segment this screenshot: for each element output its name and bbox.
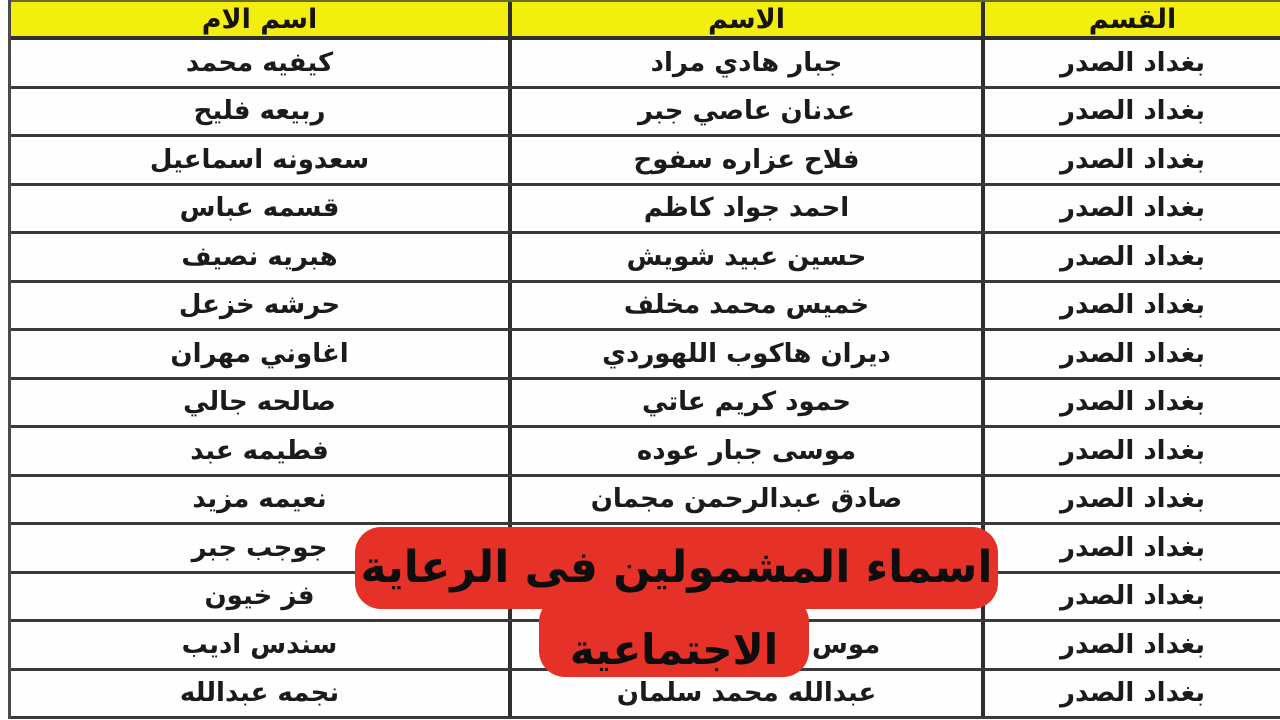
cell-mother-name: كيفيه محمد [185,47,334,78]
cell-person-name: جبار هادي مراد [508,40,985,86]
header-cell-department: القسم [1088,3,1177,35]
table-row [11,331,1280,380]
cell-department: بغداد الصدر [1059,387,1206,418]
cell-department: بغداد الصدر [1059,47,1206,78]
cell-person-name: حمود كريم عاتي [508,380,985,426]
table-row [11,89,1280,138]
cell-person-name: صادق عبدالرحمن مجمان [508,477,985,523]
header-cell-mother-name: اسم الام [201,3,318,35]
cell-department: بغداد الصدر [1059,581,1206,612]
table-row [11,283,1280,332]
cell-mother-name: هبريه نصيف [181,241,338,272]
cell-department: بغداد الصدر [1059,241,1206,272]
cell-person-name: خميس محمد مخلف [508,283,985,329]
cell-mother-name: نعيمه مزيد [192,484,327,515]
cell-person-name: احمد جواد كاظم [508,186,985,232]
cell-department: بغداد الصدر [1059,290,1206,321]
cell-department: بغداد الصدر [1059,532,1206,563]
cell-person-name: موس [508,622,985,668]
cell-department: بغداد الصدر [1059,193,1206,224]
cell-person-name: حسين عبيد شويش [508,234,985,280]
table-row [11,137,1280,186]
overlay-title-line2: الاجتماعية [569,625,779,674]
cell-department: بغداد الصدر [1059,435,1206,466]
cell-person-name: ديران هاكوب اللهوردي [508,331,985,377]
table-row [11,428,1280,477]
cell-mother-name: حرشه خزعل [178,290,341,321]
cell-mother-name: قسمه عباس [179,193,340,224]
cell-mother-name: اغاوني مهران [170,338,349,369]
table-row [11,477,1280,526]
table-row [11,234,1280,283]
overlay-title-line1: اسماء المشمولين فى الرعاية [360,542,993,593]
cell-mother-name: جوجب جبر [191,532,328,563]
cell-mother-name: سندس اديب [181,629,338,660]
cell-department: بغداد الصدر [1059,678,1206,709]
cell-department: بغداد الصدر [1059,338,1206,369]
table-row [11,671,1280,720]
cell-mother-name: فز خيون [204,581,315,612]
cell-department: بغداد الصدر [1059,484,1206,515]
cell-person-name: عبدالله محمد سلمان [508,671,985,717]
cell-person-name: موسى جبار عوده [508,428,985,474]
table-row [11,380,1280,429]
cell-mother-name: نجمه عبدالله [179,678,340,709]
cell-person-name: فلاح عزاره سفوح [508,137,985,183]
table-header-row [11,0,1280,40]
cell-department: بغداد الصدر [1059,629,1206,660]
cell-department: بغداد الصدر [1059,144,1206,175]
cell-mother-name: صالحه جالي [183,387,336,418]
table-row [11,186,1280,235]
cell-person-name: عدنان عاصي جبر [508,89,985,135]
overlay-banner-bottom [539,596,809,677]
cell-mother-name: فطيمه عبد [190,435,329,466]
cell-mother-name: ربيعه فليح [193,96,326,127]
header-cell-person-name: الاسم [508,2,985,36]
cell-mother-name: سعدونه اسماعيل [149,144,370,175]
cell-department: بغداد الصدر [1059,96,1206,127]
table-row [11,40,1280,89]
